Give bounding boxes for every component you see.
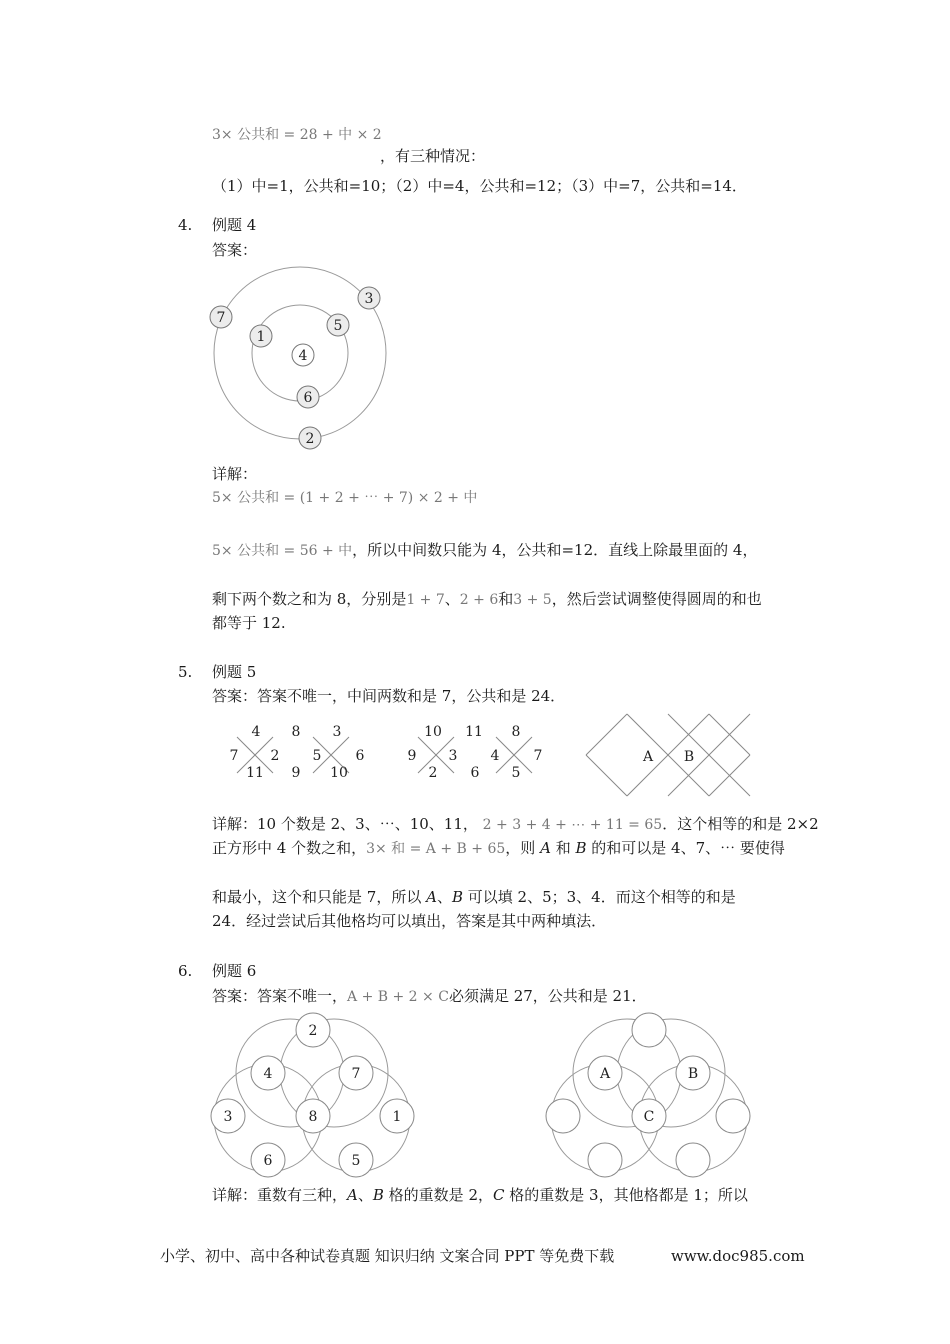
- x2-mid-4: 7: [533, 748, 543, 764]
- footer-text: 小学、初中、高中各种试卷真题 知识归纳 文案合同 PPT 等免费下载: [160, 1247, 615, 1265]
- ex4-detail-line-1: 5× 公共和 = 56 + 中，所以中间数只能为 4，公共和=12．直线上除最里面的 4，: [212, 541, 758, 559]
- inner-num-1: 1: [256, 329, 266, 345]
- x1-bot-1: 11: [246, 765, 264, 781]
- x2-mid-2: 3: [448, 748, 458, 764]
- ex6-num-2: 2: [308, 1023, 318, 1039]
- example-5-title: 例题 5: [212, 663, 257, 681]
- example-6-answer: 答案：答案不唯一，A + B + 2 × C必须满足 27，公共和是 21．: [212, 987, 647, 1005]
- item-number-6: 6.: [178, 962, 193, 980]
- node-right-lower-left: [588, 1143, 622, 1177]
- ex4-detail-line-3: 都等于 12.: [212, 614, 286, 632]
- ex6-label-a: A: [599, 1066, 611, 1082]
- item-number-4: 4.: [178, 216, 193, 234]
- x1-mid-2: 2: [270, 748, 280, 764]
- ex5-detail-line-3: 和最小，这个和只能是 7，所以 A、B 可以填 2、5；3、4．而这个相等的和是: [212, 888, 736, 906]
- x2-bot-3: 5: [511, 765, 521, 781]
- diamond-label-b: B: [683, 749, 695, 765]
- x2-bot-2: 6: [470, 765, 480, 781]
- outer-num-2: 2: [305, 431, 315, 447]
- ex6-num-3: 3: [223, 1109, 233, 1125]
- example-4-answer-label: 答案：: [212, 241, 258, 259]
- ex6-detail-line-1: 详解：重数有三种，A、B 格的重数是 2，C 格的重数是 3，其他格都是 1；所以: [212, 1186, 748, 1204]
- inner-num-5: 5: [333, 318, 343, 334]
- x1-top-2: 8: [291, 724, 301, 740]
- x2-top-3: 8: [511, 724, 521, 740]
- ex5-detail-line-1: 详解：10 个数是 2、3、⋯、10、11， 2 + 3 + 4 + ⋯ + 11 = 65．这个相等的和是 2×2: [212, 815, 819, 833]
- x1-mid-3: 5: [312, 748, 322, 764]
- x2-top-1: 10: [424, 724, 442, 740]
- diamond-lattice: [586, 714, 750, 796]
- footer-url[interactable]: www.doc985.com: [671, 1247, 805, 1265]
- ex6-label-c: C: [643, 1109, 655, 1125]
- ex6-num-1: 1: [392, 1109, 402, 1125]
- node-right-top: [632, 1013, 666, 1047]
- example-4-title: 例题 4: [212, 216, 257, 234]
- example-6-title: 例题 6: [212, 962, 257, 980]
- ex6-num-6: 6: [263, 1153, 273, 1169]
- text-cases-list: （1）中=1，公共和=10；（2）中=4，公共和=12；（3）中=7，公共和=14．: [212, 177, 747, 195]
- formula-ex4-1: 5× 公共和 = (1 + 2 + ⋯ + 7) × 2 + 中: [212, 490, 478, 506]
- outer-num-3: 3: [364, 291, 374, 307]
- ex5-detail-line-4: 24．经过尝试后其他格均可以填出，答案是其中两种填法．: [212, 912, 607, 930]
- node-right-right: [716, 1099, 750, 1133]
- example-4-detail-label: 详解：: [212, 465, 258, 483]
- text-three-cases: ，有三种情况：: [380, 147, 486, 165]
- node-right-left: [546, 1099, 580, 1133]
- ex6-num-7: 7: [351, 1066, 361, 1082]
- node-right-lower-right: [676, 1143, 710, 1177]
- x2-bot-1: 2: [428, 765, 438, 781]
- x1-top-1: 4: [251, 724, 261, 740]
- ex6-num-5: 5: [351, 1153, 361, 1169]
- x2-top-2: 11: [465, 724, 483, 740]
- inner-num-6: 6: [303, 390, 313, 406]
- item-number-5: 5.: [178, 663, 193, 681]
- formula-common-sum-1: 3× 公共和 = 28 + 中 × 2: [212, 127, 382, 143]
- ex5-detail-line-2: 正方形中 4 个数之和，3× 和 = A + B + 65，则 A 和 B 的和可以是 4、7、⋯ 要使得: [212, 839, 785, 857]
- formula-ex4-2: 5× 公共和 = 56 + 中: [212, 543, 353, 559]
- x2-mid-3: 4: [490, 748, 500, 764]
- x1-mid-1: 7: [229, 748, 239, 764]
- x1-bot-3: 10: [330, 765, 348, 781]
- ex4-detail-line-2: 剩下两个数之和为 8，分别是1 + 7、2 + 6和3 + 5，然后尝试调整使得圆周的和也: [212, 590, 762, 608]
- x1-top-3: 3: [332, 724, 342, 740]
- ex6-label-b: B: [687, 1066, 699, 1082]
- x2-mid-1: 9: [407, 748, 417, 764]
- x1-bot-2: 9: [291, 765, 301, 781]
- outer-num-7: 7: [216, 310, 226, 326]
- x1-mid-4: 6: [355, 748, 365, 764]
- center-num-4: 4: [298, 348, 308, 364]
- example-5-answer: 答案：答案不唯一，中间两数和是 7，公共和是 24．: [212, 687, 566, 705]
- ex6-num-4: 4: [263, 1066, 273, 1082]
- diamond-label-a: A: [642, 749, 654, 765]
- ex6-num-8: 8: [308, 1109, 318, 1125]
